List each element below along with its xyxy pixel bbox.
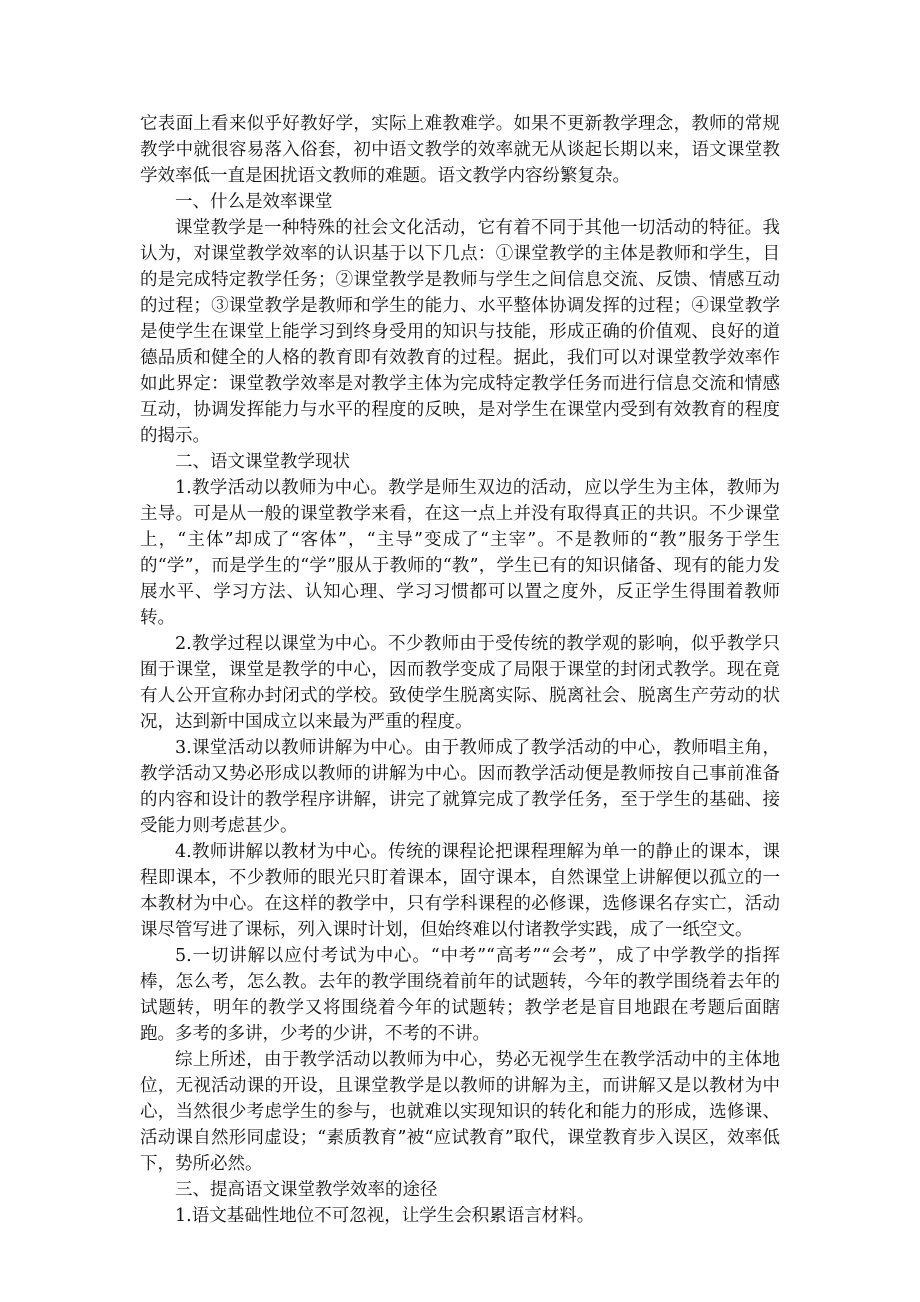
section-heading-1: 一、什么是效率课堂	[175, 192, 333, 212]
paragraph-item-3: 3.课堂活动以教师讲解为中心。由于教师成了教学活动的中心，教师唱主角，教学活动又势必形成以教师的讲解为中心。因而教学活动便是教师按自己事前准备的内容和设计的教学程序讲解，讲完了就算完成了教学任务，至于学生的基础、接受能力则考虑甚少。	[140, 738, 780, 836]
paragraph-item-5: 5.一切讲解以应付考试为中心。“中考”“高考”“会考”，成了中学教学的指挥棒，怎么考，怎么教。去年的教学围绕着前年的试题转，今年的教学围绕着去年的试题转，明年的教学又将围绕着今年的试题转；教学老是盲目地跟在考题后面瞎跑。多考的多讲，少考的少讲，不考的不讲。	[140, 946, 780, 1044]
paragraph-item-4: 4.教师讲解以教材为中心。传统的课程论把课程理解为单一的静止的课本，课程即课本，不少教师的眼光只盯着课本，固守课本，自然课堂上讲解便以孤立的一本教材为中心。在这样的教学中，只有学科课程的必修课，选修课名存实亡，活动课尽管写进了课标，列入课时计划，但始终难以付诸教学实践，成了一纸空文。	[140, 842, 780, 940]
paragraph-approach-1: 1.语文基础性地位不可忽视，让学生会积累语言材料。	[175, 1206, 595, 1226]
paragraph-continuation: 它表面上看来似乎好教好学，实际上难教难学。如果不更新教学理念，教师的常规教学中就很容易落入俗套，初中语文教学的效率就无从谈起长期以来，语文课堂教学效率低一直是困扰语文教师的难题。语文教学内容纷繁复杂。	[140, 114, 780, 186]
paragraph-summary: 综上所述，由于教学活动以教师为中心，势必无视学生在教学活动中的主体地位，无视活动课的开设，且课堂教学是以教师的讲解为主，而讲解又是以教材为中心，当然很少考虑学生的参与，也就难以实现知识的转化和能力的形成，选修课、活动课自然形同虚设；“素质教育”被“应试教育”取代，课堂教育步入误区，效率低下，势所必然。	[140, 1050, 780, 1174]
paragraph-item-1: 1.教学活动以教师为中心。教学是师生双边的活动，应以学生为主体，教师为主导。可是从一般的课堂教学来看，在这一点上并没有取得真正的共识。不少课堂上，“主体”却成了“客体”，“主导”变成了“主宰”。不是教师的“教”服务于学生的“学”，而是学生的“学”服从于教师的“教”，学生已有的知识储备、现有的能力发展水平、学习方法、认知心理、学习习惯都可以置之度外，反正学生得围着教师转。	[140, 478, 780, 628]
section-heading-3: 三、提高语文课堂教学效率的途径	[175, 1180, 438, 1200]
paragraph-item-2: 2.教学过程以课堂为中心。不少教师由于受传统的教学观的影响，似乎教学只囿于课堂，课堂是教学的中心，因而教学变成了局限于课堂的封闭式教学。现在竟有人公开宣称办封闭式的学校。致使学生脱离实际、脱离社会、脱离生产劳动的状况，达到新中国成立以来最为严重的程度。	[140, 634, 780, 732]
section-heading-2: 二、语文课堂教学现状	[175, 452, 350, 472]
paragraph-definition: 课堂教学是一种特殊的社会文化活动，它有着不同于其他一切活动的特征。我认为，对课堂教学效率的认识基于以下几点：①课堂教学的主体是教师和学生，目的是完成特定教学任务；②课堂教学是教师与学生之间信息交流、反馈、情感互动的过程；③课堂教学是教师和学生的能力、水平整体协调发挥的过程；④课堂教学是使学生在课堂上能学习到终身受用的知识与技能，形成正确的价值观、良好的道德品质和健全的人格的教育即有效教育的过程。据此，我们可以对课堂教学效率作如此界定：课堂教学效率是对教学主体为完成特定教学任务而进行信息交流和情感互动，协调发挥能力与水平的程度的反映，是对学生在课堂内受到有效教育的程度的揭示。	[140, 218, 780, 446]
document-page	[140, 111, 780, 1229]
